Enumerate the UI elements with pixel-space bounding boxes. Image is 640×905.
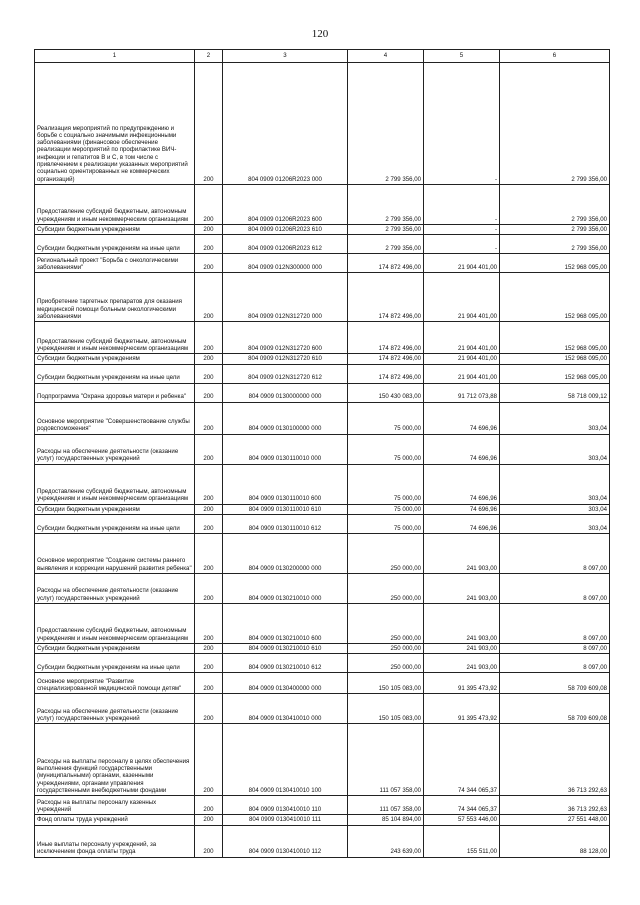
row-code-cell: 804 0909 0130110010 610 <box>223 504 348 514</box>
row-amount-cell: 250 000,00 <box>348 654 424 673</box>
table-row <box>35 254 610 273</box>
table-row <box>35 533 610 573</box>
table-row <box>35 273 610 322</box>
column-header: 1 <box>35 50 195 63</box>
row-amount-cell: 152 968 095,00 <box>500 354 610 364</box>
row-name-cell: Расходы на обеспечение деятельности (оказание услуг) государственных учреждений <box>35 573 195 603</box>
column-header: 4 <box>348 50 424 63</box>
row-amount-cell: 152 968 095,00 <box>500 322 610 354</box>
row-amount-cell: 2 799 356,00 <box>348 225 424 235</box>
row-amount-cell: 88 128,00 <box>500 825 610 857</box>
row-name-cell: Основное мероприятие "Совершенствование службы родовспоможения" <box>35 402 195 434</box>
row-name-cell: Приобретение таргетных препаратов для оказания медицинской помощи больным онкологическими заболеваниями <box>35 273 195 322</box>
row-name-cell: Фонд оплаты труда учреждений <box>35 815 195 825</box>
row-amount-cell: 2 799 356,00 <box>348 235 424 254</box>
row-amount-cell: 2 799 356,00 <box>348 185 424 225</box>
row-group-cell: 200 <box>195 63 223 185</box>
row-amount-cell: 250 000,00 <box>348 533 424 573</box>
row-amount-cell: 27 551 448,00 <box>500 815 610 825</box>
row-code-cell: 804 0909 0130410010 111 <box>223 815 348 825</box>
row-amount-cell: 2 799 356,00 <box>348 63 424 185</box>
row-amount-cell: 74 344 065,37 <box>424 796 500 815</box>
row-name-cell: Подпрограмма "Охрана здоровья матери и ребенка" <box>35 383 195 402</box>
row-name-cell: Субсидии бюджетным учреждениям на иные цели <box>35 364 195 383</box>
row-code-cell: 804 0909 01206R2023 612 <box>223 235 348 254</box>
row-amount-cell: 243 639,00 <box>348 825 424 857</box>
row-amount-cell: 2 799 356,00 <box>500 225 610 235</box>
row-name-cell: Основное мероприятие "Создание системы раннего выявления и коррекции нарушений развития ребенка" <box>35 533 195 573</box>
row-amount-cell: 8 097,00 <box>500 603 610 643</box>
row-amount-cell: 58 718 009,12 <box>500 383 610 402</box>
row-name-cell: Субсидии бюджетным учреждениям <box>35 225 195 235</box>
row-amount-cell: 91 395 473,92 <box>424 694 500 724</box>
table-row <box>35 825 610 857</box>
row-code-cell: 804 0909 0130000000 000 <box>223 383 348 402</box>
table-row <box>35 402 610 434</box>
row-group-cell: 200 <box>195 533 223 573</box>
table-row <box>35 573 610 603</box>
table-row <box>35 796 610 815</box>
row-code-cell: 804 0909 0130110010 612 <box>223 514 348 533</box>
row-amount-cell: 74 696,96 <box>424 514 500 533</box>
row-amount-cell: 8 097,00 <box>500 573 610 603</box>
row-group-cell: 200 <box>195 434 223 464</box>
row-code-cell: 804 0909 0130410010 000 <box>223 694 348 724</box>
row-amount-cell: 85 104 894,00 <box>348 815 424 825</box>
row-code-cell: 804 0909 0130210010 610 <box>223 643 348 653</box>
table-row <box>35 225 610 235</box>
row-group-cell: 200 <box>195 322 223 354</box>
row-code-cell: 804 0909 012N312720 000 <box>223 273 348 322</box>
row-group-cell: 200 <box>195 603 223 643</box>
row-amount-cell: 174 872 496,00 <box>348 273 424 322</box>
row-group-cell: 200 <box>195 354 223 364</box>
row-amount-cell: 303,04 <box>500 434 610 464</box>
row-group-cell: 200 <box>195 724 223 796</box>
row-group-cell: 200 <box>195 694 223 724</box>
column-header: 5 <box>424 50 500 63</box>
row-group-cell: 200 <box>195 796 223 815</box>
row-amount-cell: 75 000,00 <box>348 434 424 464</box>
row-amount-cell: 8 097,00 <box>500 533 610 573</box>
header-row <box>35 50 610 63</box>
row-group-cell: 200 <box>195 504 223 514</box>
row-name-cell: Субсидии бюджетным учреждениям <box>35 643 195 653</box>
row-amount-cell: 174 872 496,00 <box>348 364 424 383</box>
row-amount-cell: 250 000,00 <box>348 603 424 643</box>
row-amount-cell: 2 799 356,00 <box>500 235 610 254</box>
row-amount-cell: 58 709 609,08 <box>500 673 610 694</box>
row-amount-cell: 75 000,00 <box>348 504 424 514</box>
row-code-cell: 804 0909 0130210010 612 <box>223 654 348 673</box>
table-row <box>35 724 610 796</box>
row-code-cell: 804 0909 0130410010 110 <box>223 796 348 815</box>
row-name-cell: Субсидии бюджетным учреждениям <box>35 504 195 514</box>
table-row <box>35 364 610 383</box>
row-amount-cell: 241 903,00 <box>424 643 500 653</box>
row-name-cell: Субсидии бюджетным учреждениям на иные цели <box>35 654 195 673</box>
row-amount-cell: - <box>424 235 500 254</box>
row-amount-cell: 91 712 073,88 <box>424 383 500 402</box>
table-row <box>35 185 610 225</box>
row-amount-cell: 21 904 401,00 <box>424 273 500 322</box>
row-amount-cell: 36 713 292,63 <box>500 724 610 796</box>
row-code-cell: 804 0909 0130200000 000 <box>223 533 348 573</box>
row-name-cell: Региональный проект "Борьба с онкологическими заболеваниями" <box>35 254 195 273</box>
row-amount-cell: 21 904 401,00 <box>424 354 500 364</box>
row-amount-cell: 91 395 473,92 <box>424 673 500 694</box>
row-amount-cell: 152 968 095,00 <box>500 254 610 273</box>
row-name-cell: Субсидии бюджетным учреждениям <box>35 354 195 364</box>
row-amount-cell: 74 696,96 <box>424 464 500 504</box>
row-amount-cell: 74 344 065,37 <box>424 724 500 796</box>
row-code-cell: 804 0909 01206R2023 610 <box>223 225 348 235</box>
column-header: 2 <box>195 50 223 63</box>
row-amount-cell: 174 872 496,00 <box>348 322 424 354</box>
row-group-cell: 200 <box>195 364 223 383</box>
row-group-cell: 200 <box>195 402 223 434</box>
row-amount-cell: 303,04 <box>500 514 610 533</box>
column-header: 3 <box>223 50 348 63</box>
row-amount-cell: 250 000,00 <box>348 573 424 603</box>
row-name-cell: Иные выплаты персоналу учреждений, за исключением фонда оплаты труда <box>35 825 195 857</box>
row-amount-cell: 57 553 446,00 <box>424 815 500 825</box>
page-number: 120 <box>311 28 329 40</box>
row-name-cell: Предоставление субсидий бюджетным, автономным учреждениям и иным некоммерческим организациям <box>35 322 195 354</box>
budget-table <box>34 49 610 858</box>
row-code-cell: 804 0909 012N312720 612 <box>223 364 348 383</box>
row-amount-cell: 111 057 358,00 <box>348 796 424 815</box>
row-group-cell: 200 <box>195 825 223 857</box>
row-group-cell: 200 <box>195 383 223 402</box>
row-group-cell: 200 <box>195 643 223 653</box>
row-code-cell: 804 0909 0130410010 112 <box>223 825 348 857</box>
row-name-cell: Субсидии бюджетным учреждениям на иные цели <box>35 235 195 254</box>
row-amount-cell: 21 904 401,00 <box>424 254 500 273</box>
row-code-cell: 804 0909 012N312720 600 <box>223 322 348 354</box>
row-amount-cell: 152 968 095,00 <box>500 364 610 383</box>
row-group-cell: 200 <box>195 254 223 273</box>
table-row <box>35 654 610 673</box>
row-amount-cell: 241 903,00 <box>424 654 500 673</box>
table-row <box>35 235 610 254</box>
table-row <box>35 643 610 653</box>
table-row <box>35 434 610 464</box>
table-row <box>35 383 610 402</box>
row-code-cell: 804 0909 0130410010 100 <box>223 724 348 796</box>
table-row <box>35 464 610 504</box>
row-amount-cell: 75 000,00 <box>348 464 424 504</box>
table-row <box>35 673 610 694</box>
row-amount-cell: 75 000,00 <box>348 402 424 434</box>
row-amount-cell: - <box>424 225 500 235</box>
row-group-cell: 200 <box>195 273 223 322</box>
table-row <box>35 603 610 643</box>
row-code-cell: 804 0909 0130210010 600 <box>223 603 348 643</box>
row-code-cell: 804 0909 0130110010 600 <box>223 464 348 504</box>
row-code-cell: 804 0909 01206R2023 000 <box>223 63 348 185</box>
row-amount-cell: 2 799 356,00 <box>500 185 610 225</box>
table-row <box>35 354 610 364</box>
row-group-cell: 200 <box>195 225 223 235</box>
row-amount-cell: 74 696,96 <box>424 402 500 434</box>
row-code-cell: 804 0909 0130400000 000 <box>223 673 348 694</box>
row-amount-cell: 36 713 292,63 <box>500 796 610 815</box>
row-amount-cell: 250 000,00 <box>348 643 424 653</box>
row-group-cell: 200 <box>195 235 223 254</box>
row-name-cell: Предоставление субсидий бюджетным, автономным учреждениям и иным некоммерческим организациям <box>35 464 195 504</box>
row-name-cell: Основное мероприятие "Развитие специализированной медицинской помощи детям" <box>35 673 195 694</box>
row-group-cell: 200 <box>195 573 223 603</box>
row-amount-cell: - <box>424 63 500 185</box>
row-amount-cell: 75 000,00 <box>348 514 424 533</box>
row-amount-cell: 150 105 083,00 <box>348 673 424 694</box>
table-body <box>35 63 610 858</box>
row-code-cell: 804 0909 01206R2023 600 <box>223 185 348 225</box>
row-amount-cell: 150 105 083,00 <box>348 694 424 724</box>
row-amount-cell: 303,04 <box>500 402 610 434</box>
row-name-cell: Расходы на обеспечение деятельности (оказание услуг) государственных учреждений <box>35 434 195 464</box>
table-row <box>35 63 610 185</box>
row-amount-cell: 174 872 496,00 <box>348 254 424 273</box>
row-amount-cell: 241 903,00 <box>424 573 500 603</box>
row-amount-cell: 74 696,96 <box>424 434 500 464</box>
row-amount-cell: 8 097,00 <box>500 654 610 673</box>
row-name-cell: Расходы на выплаты персоналу в целях обеспечения выполнения функций государственными (муниципальными) органами, казенными учреждениями, органами управления государственными внебюджетными фондами <box>35 724 195 796</box>
row-name-cell: Предоставление субсидий бюджетным, автономным учреждениям и иным некоммерческим организациям <box>35 603 195 643</box>
row-amount-cell: 74 696,96 <box>424 504 500 514</box>
row-amount-cell: 155 511,00 <box>424 825 500 857</box>
row-code-cell: 804 0909 012N300000 000 <box>223 254 348 273</box>
row-amount-cell: 21 904 401,00 <box>424 322 500 354</box>
row-amount-cell: 241 903,00 <box>424 603 500 643</box>
row-group-cell: 200 <box>195 815 223 825</box>
row-amount-cell: 111 057 358,00 <box>348 724 424 796</box>
row-amount-cell: 21 904 401,00 <box>424 364 500 383</box>
row-amount-cell: 2 799 356,00 <box>500 63 610 185</box>
row-amount-cell: 152 968 095,00 <box>500 273 610 322</box>
row-amount-cell: 174 872 496,00 <box>348 354 424 364</box>
row-amount-cell: 8 097,00 <box>500 643 610 653</box>
column-header: 6 <box>500 50 610 63</box>
row-name-cell: Субсидии бюджетным учреждениям на иные цели <box>35 514 195 533</box>
row-group-cell: 200 <box>195 654 223 673</box>
row-code-cell: 804 0909 0130210010 000 <box>223 573 348 603</box>
row-name-cell: Реализация мероприятий по предупреждению и борьбе с социально значимыми инфекционными заболеваниями (финансовое обеспечение реализации мероприятий по профилактике ВИЧ-инфекции и гепатитов В и С, в том числе с привлечением к реализации указанных мероприятий социально ориентированных не коммерческих организаций) <box>35 63 195 185</box>
row-amount-cell: 150 430 083,00 <box>348 383 424 402</box>
row-group-cell: 200 <box>195 673 223 694</box>
row-code-cell: 804 0909 0130110010 000 <box>223 434 348 464</box>
row-name-cell: Расходы на обеспечение деятельности (оказание услуг) государственных учреждений <box>35 694 195 724</box>
row-amount-cell: 241 903,00 <box>424 533 500 573</box>
table-row <box>35 514 610 533</box>
row-group-cell: 200 <box>195 514 223 533</box>
row-amount-cell: - <box>424 185 500 225</box>
row-amount-cell: 58 709 609,08 <box>500 694 610 724</box>
table-row <box>35 694 610 724</box>
row-name-cell: Расходы на выплаты персоналу казенных учреждений <box>35 796 195 815</box>
table-row <box>35 815 610 825</box>
row-group-cell: 200 <box>195 185 223 225</box>
row-group-cell: 200 <box>195 464 223 504</box>
row-name-cell: Предоставление субсидий бюджетным, автономным учреждениям и иным некоммерческим организациям <box>35 185 195 225</box>
row-code-cell: 804 0909 0130100000 000 <box>223 402 348 434</box>
row-code-cell: 804 0909 012N312720 610 <box>223 354 348 364</box>
table-row <box>35 504 610 514</box>
row-amount-cell: 303,04 <box>500 464 610 504</box>
row-amount-cell: 303,04 <box>500 504 610 514</box>
table-row <box>35 322 610 354</box>
